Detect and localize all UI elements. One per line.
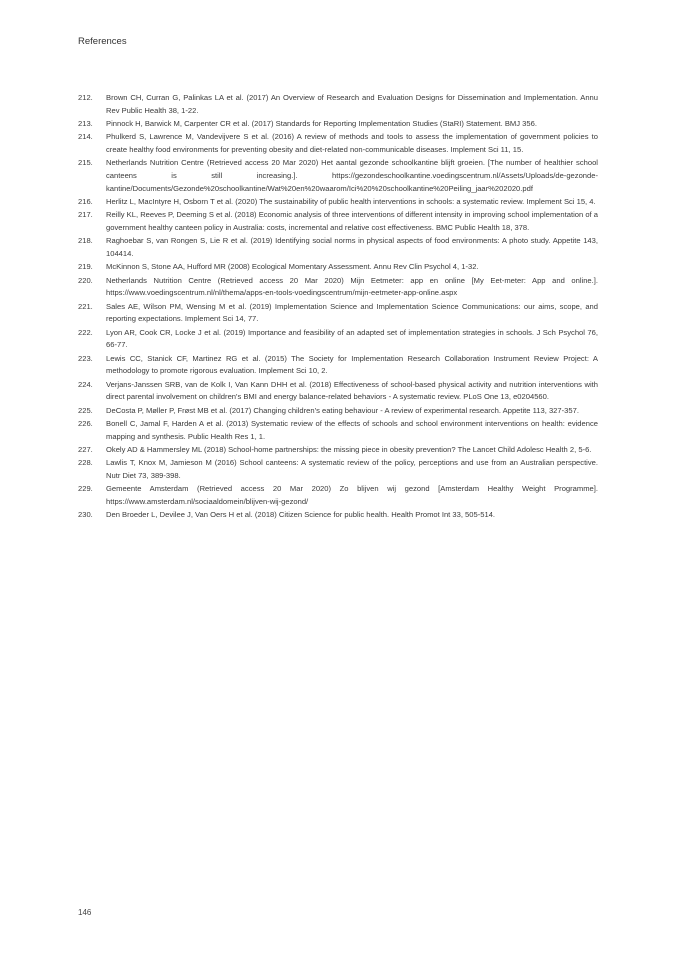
reference-number: 215. xyxy=(78,158,93,168)
reference-number: 212. xyxy=(78,93,93,102)
reference-text: Verjans-Janssen SRB, van de Kolk I, Van Kann DHH et al. (2018) Effectiveness of school-based physical activity and nutrition interventions with direct parental involvement on children's BMI and energy balance-related behaviors - A systematic review. PLoS One 13, e0204560. xyxy=(106,379,598,402)
reference-item xyxy=(78,118,598,131)
reference-text: Lawlis T, Knox M, Jamieson M (2016) School canteens: A systematic review of the policy, perceptions and use from an Australian perspective. Nutr Diet 73, 389-398. xyxy=(106,458,598,480)
reference-number: 222. xyxy=(78,327,93,337)
reference-item xyxy=(78,275,598,300)
reference-item xyxy=(78,196,598,209)
reference-number: 227. xyxy=(78,444,93,454)
reference-item xyxy=(78,261,598,274)
reference-item xyxy=(78,92,598,117)
reference-text: Bonell C, Jamal F, Harden A et al. (2013) Systematic review of the effects of schools and school environment interventions on health: evidence mapping and synthesis. Public Health Res 1, 1. xyxy=(106,418,598,441)
reference-text: DeCosta P, Møller P, Frøst MB et al. (2017) Changing children's eating behaviour - A review of experimental research. Appetite 113, 327-357. xyxy=(106,405,579,415)
reference-number: 224. xyxy=(78,379,93,389)
reference-number: 220. xyxy=(78,275,93,285)
reference-item xyxy=(78,509,598,522)
reference-text: Netherlands Nutrition Centre (Retrieved access 20 Mar 2020) Het aantal gezonde schoolkantine blijft groeien. [The number of healthier school canteens is still increasing.]. https://gezondeschoolkantine.voedingscentrum.nl/Assets/Uploads/de-gezonde-kantine/Documents/Gezonde%20schoolkantine/Wat%20en%20waarom/Ici%20%20schoolkantine%20Peiling_jaar%202020.pdf xyxy=(106,158,598,193)
reference-text: Lyon AR, Cook CR, Locke J et al. (2019) Importance and feasibility of an adapted set of implementation strategies in schools. J Sch Psychol 76, 66-77. xyxy=(106,327,598,350)
reference-number: 214. xyxy=(78,132,93,142)
reference-item xyxy=(78,157,598,195)
reference-number: 229. xyxy=(78,484,93,494)
reference-number: 225. xyxy=(78,405,93,415)
reference-text: Herlitz L, MacIntyre H, Osborn T et al. (2020) The sustainability of public health interventions in schools: a systematic review. Implement Sci 15, 4. xyxy=(106,197,596,206)
page-number: 146 xyxy=(78,908,92,917)
reference-item xyxy=(78,405,598,418)
reference-number: 221. xyxy=(78,301,93,311)
reference-text: McKinnon S, Stone AA, Hufford MR (2008) Ecological Momentary Assessment. Annu Rev Clin Psychol 4, 1-32. xyxy=(106,262,479,272)
reference-item xyxy=(78,131,598,156)
reference-text: Brown CH, Curran G, Palinkas LA et al. (2017) An Overview of Research and Evaluation Designs for Dissemination and Implementation. Annu Rev Public Health 38, 1-22. xyxy=(106,93,598,115)
reference-item xyxy=(78,209,598,234)
running-title: References xyxy=(78,36,127,47)
reference-text: Reilly KL, Reeves P, Deeming S et al. (2018) Economic analysis of three interventions of different intensity in improving school implementation of a government healthy canteen policy in Australia: costs, incremental and relative cost effectiveness. BMC Public Health 18, 378. xyxy=(106,210,598,232)
reference-number: 218. xyxy=(78,236,93,246)
reference-text: Netherlands Nutrition Centre (Retrieved access 20 Mar 2020) Mijn Eetmeter: app en online [My Eet-meter: App and online.]. https://www.voedingscentrum.nl/nl/thema/apps-en-tools-voedingscentrum/mijn-eetmeter-app-online.aspx xyxy=(106,275,598,298)
reference-item xyxy=(78,379,598,404)
reference-item xyxy=(78,235,598,260)
reference-text: Okely AD & Hammersley ML (2018) School-home partnerships: the missing piece in obesity prevention? The Lancet Child Adolesc Health 2, 5-6. xyxy=(106,444,592,454)
reference-number: 223. xyxy=(78,353,93,363)
reference-text: Pinnock H, Barwick M, Carpenter CR et al. (2017) Standards for Reporting Implementation Studies (StaRI) Statement. BMJ 356. xyxy=(106,119,537,128)
reference-text: Gemeente Amsterdam (Retrieved access 20 Mar 2020) Zo blijven wij gezond [Amsterdam Healthy Weight Programme]. https://www.amsterdam.nl/sociaaldomein/blijven-wij-gezond/ xyxy=(106,484,598,506)
reference-item xyxy=(78,327,598,352)
reference-number: 230. xyxy=(78,510,93,520)
reference-text: Phulkerd S, Lawrence M, Vandevijvere S et al. (2016) A review of methods and tools to assess the implementation of government policies to create healthy food environments for preventing obesity and diet-related non-communicable diseases. Implement Sci 11, 15. xyxy=(106,132,598,154)
reference-item xyxy=(78,418,598,443)
reference-item xyxy=(78,301,598,326)
reference-number: 213. xyxy=(78,119,93,128)
reference-text: Raghoebar S, van Rongen S, Lie R et al. (2019) Identifying social norms in physical aspects of food environments: A photo study. Appetite 143, 104414. xyxy=(106,236,598,258)
reference-number: 219. xyxy=(78,262,93,272)
reference-item xyxy=(78,483,598,508)
reference-text: Sales AE, Wilson PM, Wensing M et al. (2019) Implementation Science and Implementation Science Communications: our aims, scope, and reporting expectations. Implement Sci 14, 77. xyxy=(106,301,598,324)
reference-number: 228. xyxy=(78,458,93,468)
reference-number: 216. xyxy=(78,197,93,206)
reference-item xyxy=(78,353,598,378)
reference-number: 226. xyxy=(78,418,93,428)
reference-number: 217. xyxy=(78,210,93,220)
reference-list xyxy=(78,92,598,522)
reference-item xyxy=(78,444,598,457)
reference-text: Den Broeder L, Devilee J, Van Oers H et al. (2018) Citizen Science for public health. Health Promot Int 33, 505-514. xyxy=(106,510,496,520)
reference-item xyxy=(78,457,598,482)
reference-text: Lewis CC, Stanick CF, Martinez RG et al. (2015) The Society for Implementation Research Collaboration Instrument Review Project: A methodology to promote rigorous evaluation. Implement Sci 10, 2. xyxy=(106,353,598,376)
